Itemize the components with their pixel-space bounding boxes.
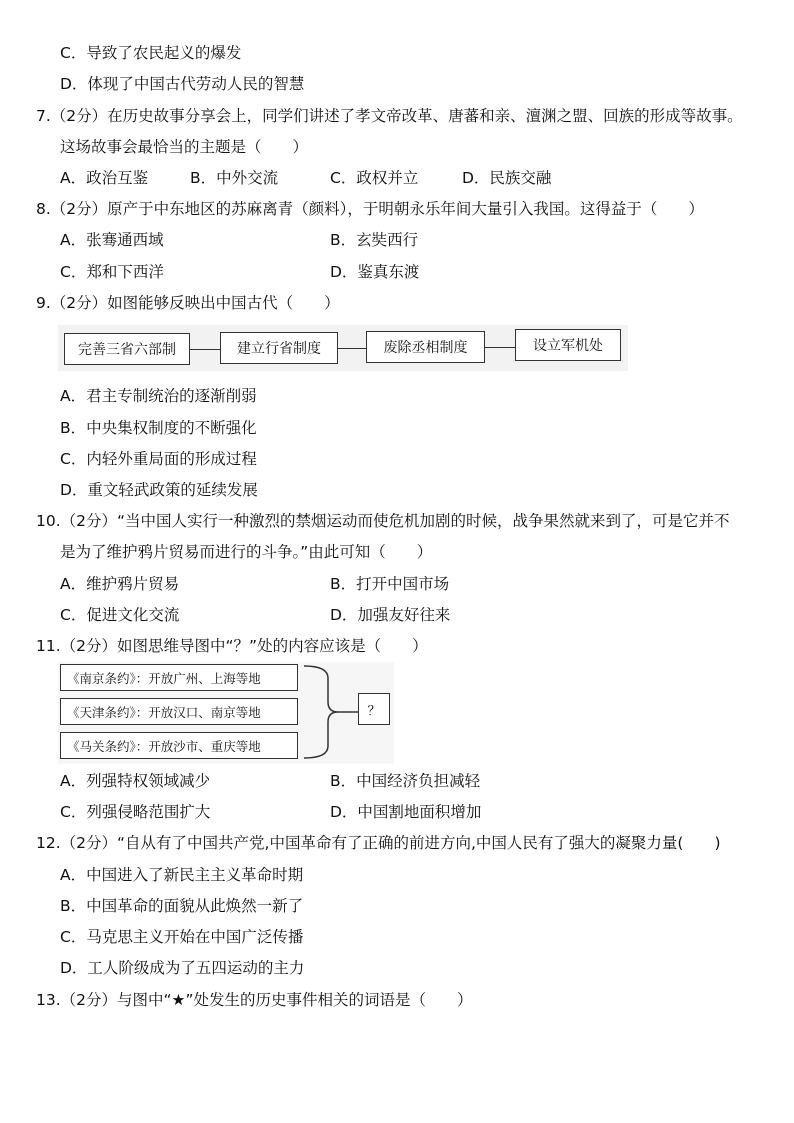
q7-option-a: A．政治互鉴 xyxy=(60,169,149,187)
q11-mindmap-item-3: 《马关条约》：开放沙市、重庆等地 xyxy=(60,732,298,759)
q9-option-d: D．重文轻武政策的延续发展 xyxy=(60,481,258,499)
q8-option-c: C．郑和下西洋 xyxy=(60,263,164,281)
q13-stem: 13.（2分）与图中“★”处发生的历史事件相关的词语是（ ） xyxy=(36,991,473,1009)
q9-flow-box-4: 设立军机处 xyxy=(515,329,621,361)
q12-option-a: A．中国进入了新民主主义革命时期 xyxy=(60,866,304,884)
q6-option-d: D．体现了中国古代劳动人民的智慧 xyxy=(60,75,305,93)
q8-option-b: B．玄奘西行 xyxy=(330,231,419,249)
q9-flow-box-1: 完善三省六部制 xyxy=(64,333,190,365)
q10-stem-line1: 10.（2分）“当中国人实行一种激烈的禁烟运动而使危机加剧的时候，战争果然就来到了，可是它并不 xyxy=(36,512,730,530)
q9-flow-connector-3 xyxy=(485,347,515,348)
q10-option-a: A．维护鸦片贸易 xyxy=(60,575,180,593)
q7-option-c: C．政权并立 xyxy=(330,169,419,187)
q9-option-b: B．中央集权制度的不断强化 xyxy=(60,419,257,437)
q10-option-d: D．加强友好往来 xyxy=(330,606,451,624)
q10-option-c: C．促进文化交流 xyxy=(60,606,180,624)
q9-flow-connector-2 xyxy=(338,348,366,349)
q11-option-b: B．中国经济负担减轻 xyxy=(330,772,481,790)
q12-option-c: C．马克思主义开始在中国广泛传播 xyxy=(60,928,304,946)
q7-option-b: B．中外交流 xyxy=(190,169,279,187)
q9-option-c: C．内轻外重局面的形成过程 xyxy=(60,450,257,468)
q11-mindmap-item-2: 《天津条约》：开放汉口、南京等地 xyxy=(60,698,298,725)
q8-option-a: A．张骞通西域 xyxy=(60,231,164,249)
q11-option-c: C．列强侵略范围扩大 xyxy=(60,803,211,821)
q10-option-b: B．打开中国市场 xyxy=(330,575,450,593)
q12-option-b: B．中国革命的面貌从此焕然一新了 xyxy=(60,897,304,915)
q11-option-a: A．列强特权领域减少 xyxy=(60,772,211,790)
q11-option-d: D．中国割地面积增加 xyxy=(330,803,482,821)
q11-brace xyxy=(300,664,360,760)
q9-option-a: A．君主专制统治的逐渐削弱 xyxy=(60,387,257,405)
q9-flow-box-2: 建立行省制度 xyxy=(220,332,338,364)
q7-option-d: D．民族交融 xyxy=(462,169,552,187)
q7-stem-line1: 7.（2分）在历史故事分享会上，同学们讲述了孝文帝改革、唐蕃和亲、澶渊之盟、回族的形成等故事。 xyxy=(36,107,743,125)
q7-stem-line2: 这场故事会最恰当的主题是（ ） xyxy=(60,138,309,156)
q12-stem: 12.（2分）“自从有了中国共产党,中国革命有了正确的前进方向,中国人民有了强大的凝聚力量( ) xyxy=(36,834,721,852)
q10-stem-line2: 是为了维护鸦片贸易而进行的斗争。”由此可知（ ） xyxy=(60,543,433,561)
q8-option-d: D．鉴真东渡 xyxy=(330,263,420,281)
q11-stem: 11.（2分）如图思维导图中“？”处的内容应该是（ ） xyxy=(36,637,428,655)
q11-question-box: ？ xyxy=(358,693,390,725)
q9-flow-box-3: 废除丞相制度 xyxy=(366,331,485,363)
q6-option-c: C．导致了农民起义的爆发 xyxy=(60,44,242,62)
q11-mindmap-item-1: 《南京条约》：开放广州、上海等地 xyxy=(60,664,298,691)
q12-option-d: D．工人阶级成为了五四运动的主力 xyxy=(60,959,305,977)
q8-stem: 8.（2分）原产于中东地区的苏麻离青（颜料），于明朝永乐年间大量引入我国。这得益于（ ） xyxy=(36,200,704,218)
q9-stem: 9.（2分）如图能够反映出中国古代（ ） xyxy=(36,294,340,312)
q9-flow-connector-1 xyxy=(190,349,220,350)
